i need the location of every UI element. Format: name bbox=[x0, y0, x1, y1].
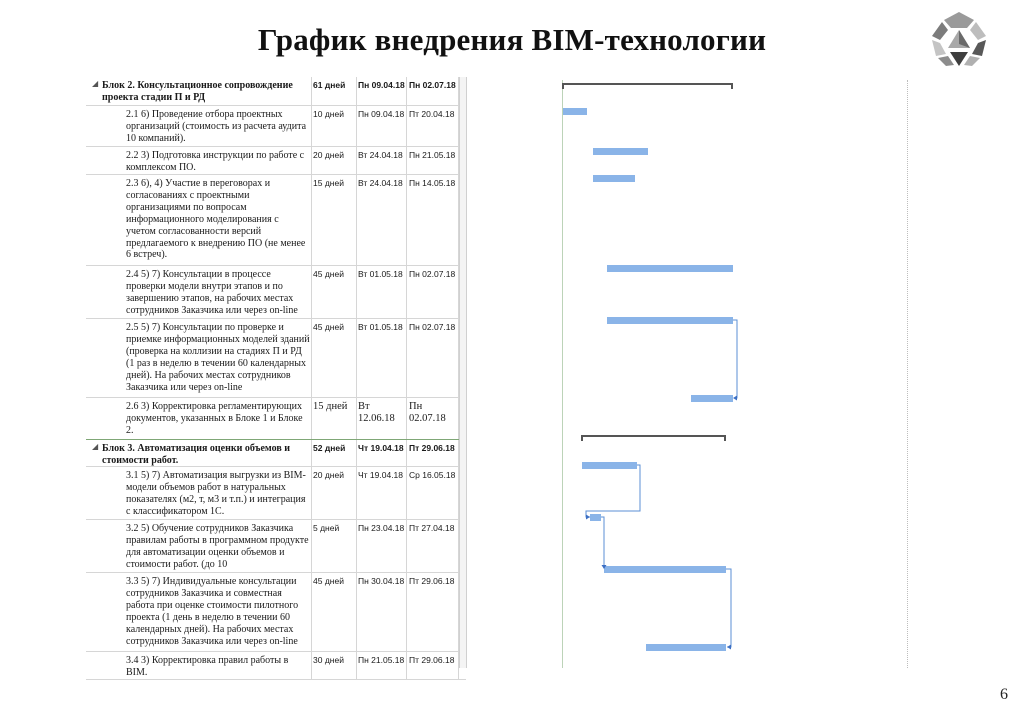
task-name: Блок 3. Автоматизация оценки объемов и стоимости работ. bbox=[102, 443, 291, 466]
task-end: Пн 21.05.18 bbox=[409, 150, 456, 160]
task-end: Пт 29.06.18 bbox=[409, 655, 455, 665]
task-end: Пн 02.07.18 bbox=[409, 401, 446, 424]
task-end: Пн 02.07.18 bbox=[409, 269, 456, 279]
task-end: Пн 14.05.18 bbox=[409, 178, 456, 188]
collapse-triangle-icon[interactable]: ◢ bbox=[92, 79, 99, 88]
task-duration: 10 дней bbox=[313, 109, 344, 119]
task-duration: 15 дней bbox=[313, 178, 344, 188]
page-number: 6 bbox=[1000, 686, 1008, 703]
task-start: Пн 30.04.18 bbox=[358, 576, 405, 586]
task-start: Пн 23.04.18 bbox=[358, 523, 405, 533]
task-start: Вт 12.06.18 bbox=[358, 401, 395, 424]
task-start: Вт 24.04.18 bbox=[358, 150, 403, 160]
task-start: Пн 09.04.18 bbox=[358, 109, 405, 119]
slide-title: График внедрения BIM-технологии bbox=[257, 22, 767, 57]
task-duration: 45 дней bbox=[313, 269, 344, 279]
task-duration: 20 дней bbox=[313, 150, 344, 160]
task-duration: 5 дней bbox=[313, 523, 340, 533]
link-arrow-icon bbox=[733, 396, 737, 401]
task-end: Пт 29.06.18 bbox=[409, 576, 455, 586]
task-name: 3.3 5) 7) Индивидуальные консультации сотрудников Заказчика и совместная работа при оценке стоимости пилотного проекта (1 день в неделю в течении 60 календарных дней). На рабочих местах сотрудников Заказчика или через on-line bbox=[126, 576, 299, 647]
task-name: 2.1 6) Проведение отбора проектных организаций (стоимость из расчета аудита 10 компаний). bbox=[126, 109, 307, 144]
link-arrow-icon bbox=[586, 515, 590, 520]
task-name: 3.1 5) 7) Автоматизация выгрузки из BIM-модели объемов работ в натуральных показателях (м2, т, м3 и т.п.) и интеграция с классификатором 1С. bbox=[126, 470, 306, 517]
task-duration: 45 дней bbox=[313, 576, 344, 586]
task-end: Пт 29.06.18 bbox=[409, 443, 455, 453]
task-end: Ср 16.05.18 bbox=[409, 470, 456, 480]
task-duration: 61 дней bbox=[313, 80, 346, 90]
task-name: 3.4 3) Корректировка правил работы в BIM. bbox=[126, 655, 289, 678]
task-duration: 52 дней bbox=[313, 443, 346, 453]
task-start: Чт 19.04.18 bbox=[358, 443, 404, 453]
link-arrow-icon bbox=[602, 565, 607, 569]
task-start: Пн 21.05.18 bbox=[358, 655, 405, 665]
task-duration: 30 дней bbox=[313, 655, 344, 665]
task-start: Вт 01.05.18 bbox=[358, 322, 403, 332]
task-duration: 20 дней bbox=[313, 470, 344, 480]
task-name: 2.5 5) 7) Консультации по проверке и приемке информационных моделей зданий (проверка на коллизии на стадиях П и РД (1 раз в неделю в течении 60 календарных дней). На рабочих местах сотрудников Заказчика или через on-line bbox=[126, 322, 310, 393]
task-end: Пн 02.07.18 bbox=[409, 80, 456, 90]
task-name: 2.2 3) Подготовка инструкции по работе с комплексом ПО. bbox=[126, 150, 305, 173]
link-arrow-icon bbox=[727, 645, 731, 650]
task-duration: 45 дней bbox=[313, 322, 344, 332]
task-name: 2.3 6), 4) Участие в переговорах и согласованиях с проектными организациями по вопросам информационного моделирования с учетом согласованности версий предлагаемого к внедрению ПО (не менее 6 встреч). bbox=[126, 178, 306, 261]
task-name: 3.2 5) Обучение сотрудников Заказчика правилам работы в программном продукте для автоматизации оценки объемов и стоимости работ. (до 10 bbox=[126, 523, 309, 570]
task-start: Вт 01.05.18 bbox=[358, 269, 403, 279]
task-name: Блок 2. Консультационное сопровождение проекта стадии П и РД bbox=[102, 80, 293, 103]
task-name: 2.6 3) Корректировка регламентирующих документов, указанных в Блоке 1 и Блоке 2. bbox=[126, 401, 303, 436]
task-start: Вт 24.04.18 bbox=[358, 178, 403, 188]
task-start: Пн 09.04.18 bbox=[358, 80, 405, 90]
task-end: Пт 20.04.18 bbox=[409, 109, 455, 119]
task-name: 2.4 5) 7) Консультации в процессе проверки модели внутри этапов и по завершению этапов, на рабочих местах сотрудников Заказчика или через on-line bbox=[126, 269, 298, 316]
collapse-triangle-icon[interactable]: ◢ bbox=[92, 442, 99, 451]
task-start: Чт 19.04.18 bbox=[358, 470, 404, 480]
task-duration: 15 дней bbox=[313, 401, 348, 412]
task-end: Пт 27.04.18 bbox=[409, 523, 455, 533]
task-end: Пн 02.07.18 bbox=[409, 322, 456, 332]
